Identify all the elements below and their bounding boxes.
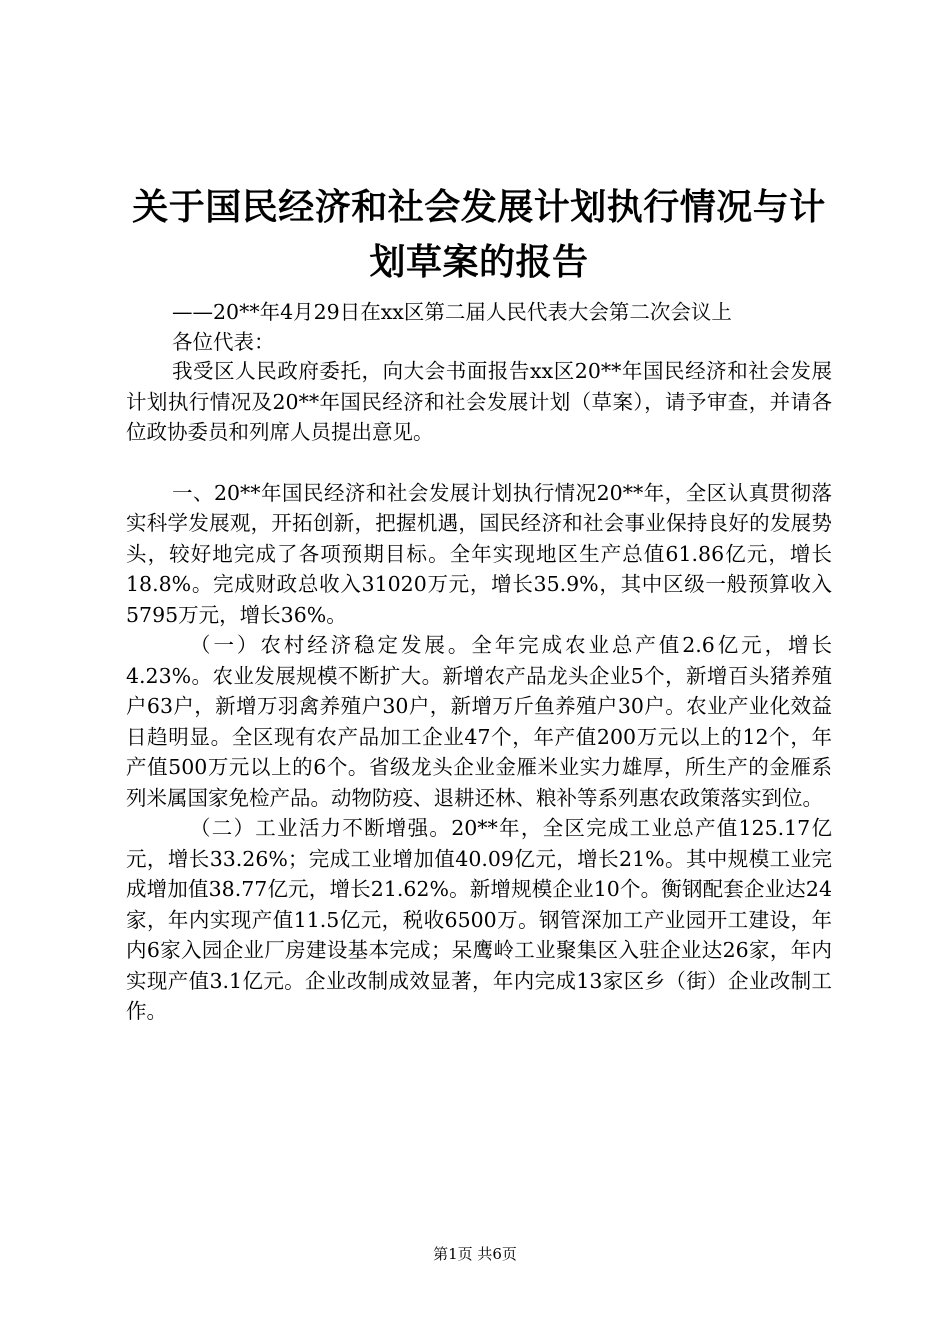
rural-economy-paragraph: （一）农村经济稳定发展。全年完成农业总产值2.6亿元，增长4.23%。农业发展规模不断扩大。新增农产品龙头企业5个，新增百头猪养殖户63户，新增万羽禽养殖户30户，新增万斤鱼养殖户30户。农业产业化效益日趋明显。全区现有农产品加工企业47个，年产值200万元以上的12个，年产值500万元以上的6个。省级龙头企业金雁米业实力雄厚，所生产的金雁系列米属国家免检产品。动物防疫、退耕还林、粮补等系列惠农政策落实到位。 — [126, 633, 832, 810]
section-one-paragraph: 一、20**年国民经济和社会发展计划执行情况20**年，全区认真贯彻落实科学发展观，开拓创新，把握机遇，国民经济和社会事业保持良好的发展势头，较好地完成了各项预期目标。全年实现地区生产总值61.86亿元，增长18.8%。完成财政总收入31020万元，增长35.9%，其中区级一般预算收入5795万元，增长36%。 — [126, 480, 832, 627]
document-subtitle: ——20**年4月29日在xx区第二届人民代表大会第二次会议上 — [172, 300, 732, 324]
salutation: 各位代表： — [172, 330, 275, 354]
industry-paragraph: （二）工业活力不断增强。20**年，全区完成工业总产值125.17亿元，增长33.26%；完成工业增加值40.09亿元，增长21%。其中规模工业完成增加值38.77亿元，增长21.62%。新增规模企业10个。衡钢配套企业达24家，年内实现产值11.5亿元，税收6500万。钢管深加工产业园开工建设，年内6家入园企业厂房建设基本完成；呆鹰岭工业聚集区入驻企业达26家，年内实现产值3.1亿元。企业改制成效显著，年内完成13家区乡（街）企业改制工作。 — [126, 816, 832, 1023]
intro-paragraph: 我受区人民政府委托，向大会书面报告xx区20**年国民经济和社会发展计划执行情况及20**年国民经济和社会发展计划（草案），请予审查，并请各位政协委员和列席人员提出意见。 — [126, 359, 832, 444]
document-page — [126, 180, 832, 1027]
page-footer: 第1页 共6页 — [433, 1245, 517, 1263]
document-title: 关于国民经济和社会发展计划执行情况与计划草案的报告 — [132, 187, 826, 283]
